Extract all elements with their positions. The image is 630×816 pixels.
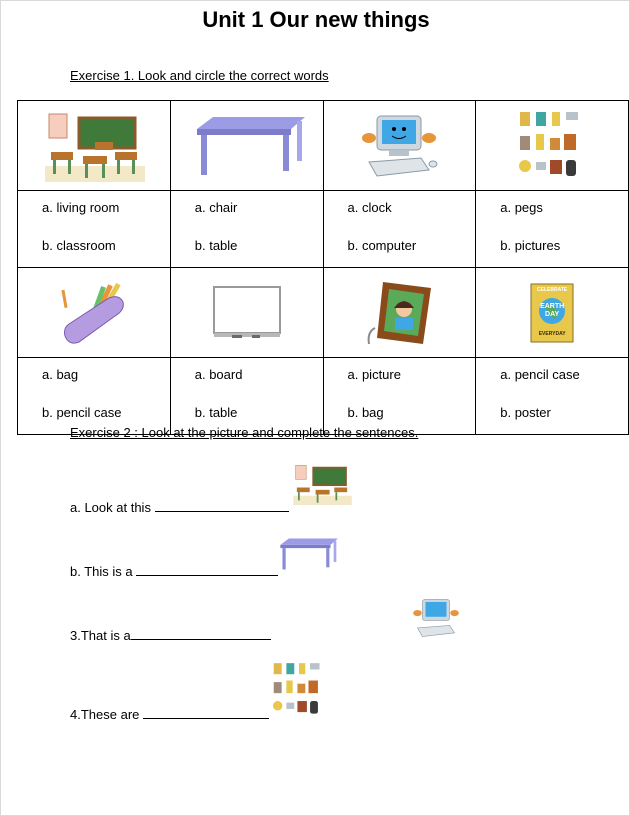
option-cell bbox=[170, 191, 323, 268]
answer-blank-4[interactable] bbox=[143, 706, 269, 719]
option-cell bbox=[18, 191, 171, 268]
classroom-icon bbox=[291, 459, 353, 509]
option-a[interactable]: a. pegs bbox=[500, 200, 543, 215]
image-cell bbox=[476, 268, 629, 358]
sentence-a-text: a. Look at this bbox=[70, 500, 155, 515]
option-a[interactable]: a. picture bbox=[347, 367, 401, 382]
sentence-a bbox=[70, 499, 289, 515]
option-cell bbox=[323, 358, 476, 435]
option-a[interactable]: a. board bbox=[194, 367, 243, 382]
option-b[interactable]: b. pictures bbox=[500, 238, 561, 253]
option-b[interactable]: b. classroom bbox=[42, 238, 116, 253]
poster-text-4: EVERYDAY bbox=[538, 330, 566, 337]
exercise-1-heading: Exercise 1. Look and circle the correct words bbox=[70, 68, 329, 83]
option-cell bbox=[170, 358, 323, 435]
option-b[interactable]: b. poster bbox=[500, 405, 551, 420]
table-icon bbox=[275, 533, 339, 575]
board-icon bbox=[212, 285, 282, 341]
option-a[interactable]: a. clock bbox=[347, 200, 392, 215]
image-cell bbox=[170, 268, 323, 358]
computer-icon bbox=[411, 597, 461, 639]
sentence-4 bbox=[70, 706, 269, 722]
sentence-3 bbox=[70, 627, 271, 643]
option-b[interactable]: b. pencil case bbox=[42, 405, 122, 420]
sentence-3-text: 3.That is a bbox=[70, 628, 131, 643]
option-a[interactable]: a. bag bbox=[42, 367, 79, 382]
option-b[interactable]: b. table bbox=[194, 405, 238, 420]
computer-icon bbox=[359, 112, 439, 180]
option-cell bbox=[476, 358, 629, 435]
option-cell bbox=[18, 358, 171, 435]
answer-blank-3[interactable] bbox=[131, 627, 271, 640]
poster-icon bbox=[530, 283, 574, 343]
sentence-b-text: b. This is a bbox=[70, 564, 137, 579]
sentence-4-text: 4.These are bbox=[70, 707, 143, 722]
classroom-icon bbox=[41, 108, 147, 184]
answer-blank-a[interactable] bbox=[155, 499, 289, 512]
image-cell bbox=[323, 268, 476, 358]
poster-text-3: DAY bbox=[545, 310, 560, 318]
option-a[interactable]: a. chair bbox=[194, 200, 238, 215]
option-cell bbox=[323, 191, 476, 268]
option-b[interactable]: b. bag bbox=[347, 405, 384, 420]
option-a[interactable]: a. living room bbox=[42, 200, 120, 215]
pencil-case-icon bbox=[59, 280, 129, 346]
option-a[interactable]: a. pencil case bbox=[500, 367, 580, 382]
image-cell bbox=[323, 101, 476, 191]
image-cell bbox=[18, 268, 171, 358]
poster-text-2: EARTH bbox=[540, 302, 565, 310]
option-b[interactable]: b. table bbox=[194, 238, 238, 253]
table-icon bbox=[187, 115, 307, 177]
image-cell bbox=[170, 101, 323, 191]
image-cell bbox=[476, 101, 629, 191]
sentence-b bbox=[70, 563, 278, 579]
option-b[interactable]: b. computer bbox=[347, 238, 417, 253]
exercise-2-heading: Exercise 2 : Look at the picture and complete the sentences. bbox=[70, 425, 419, 440]
poster-text-1: CELEBRATE bbox=[537, 286, 568, 293]
pegs-icon bbox=[269, 661, 329, 719]
picture-frame-icon bbox=[363, 278, 435, 348]
page-title: Unit 1 Our new things bbox=[202, 7, 430, 32]
pegs-icon bbox=[514, 110, 590, 182]
option-cell bbox=[476, 191, 629, 268]
image-cell bbox=[18, 101, 171, 191]
answer-blank-b[interactable] bbox=[136, 563, 278, 576]
exercise-1-table bbox=[17, 100, 629, 435]
